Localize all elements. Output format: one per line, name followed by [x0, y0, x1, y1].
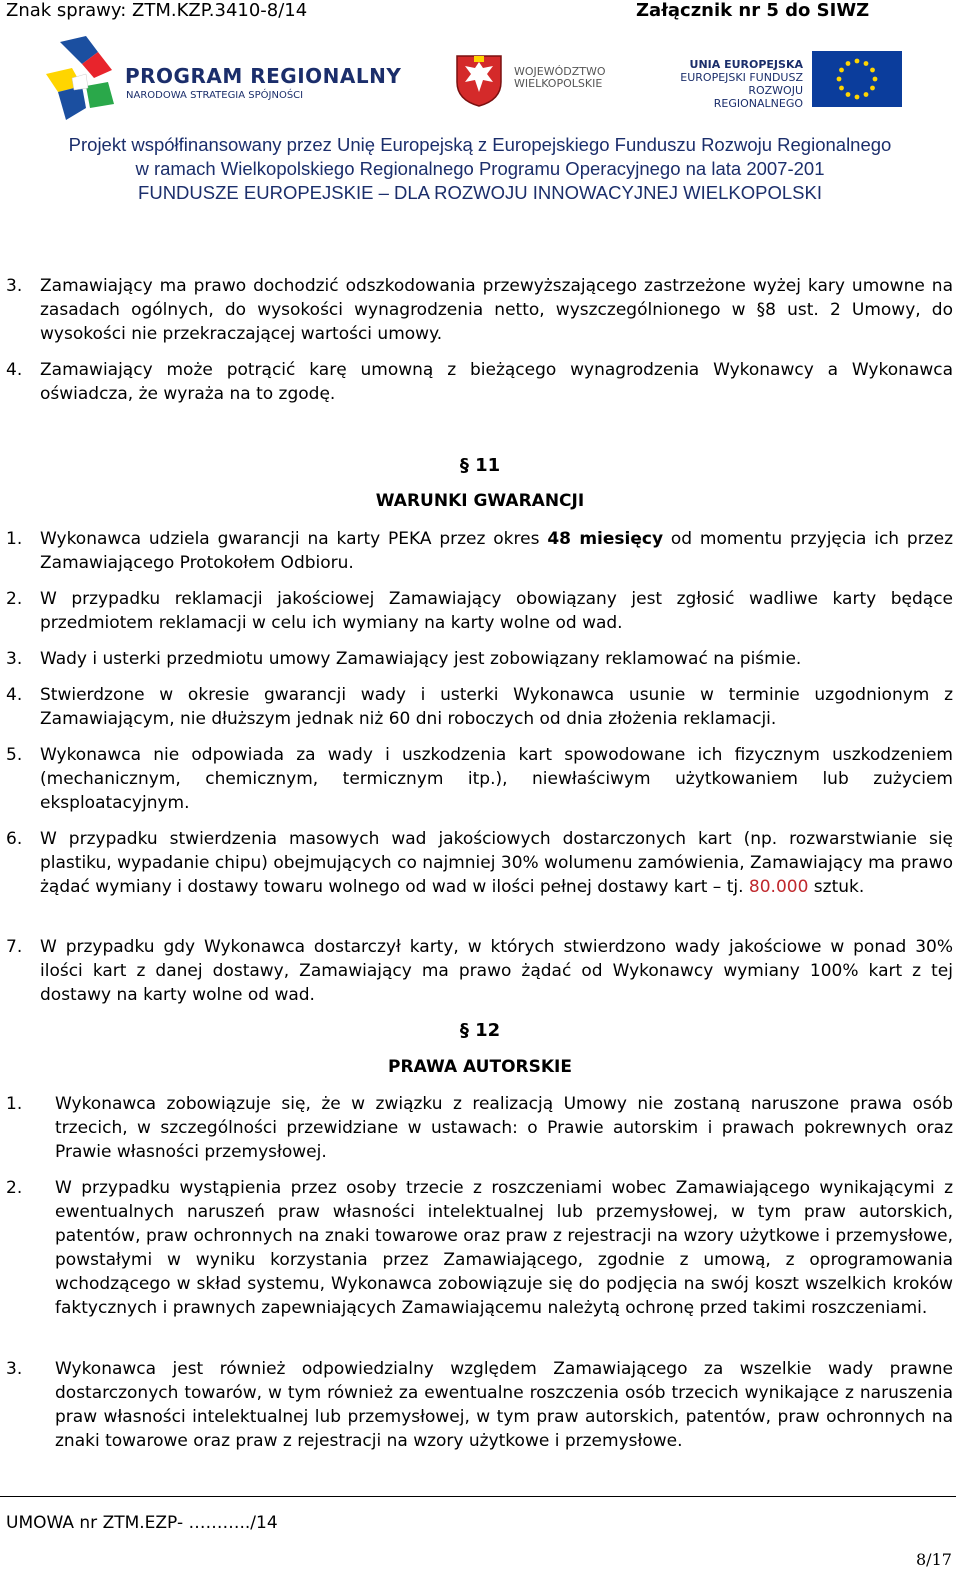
list-item-text: [40, 527, 953, 575]
list-item-text: Wady i usterki przedmiotu umowy Zamawiający jest zobowiązany reklamować na piśmie.: [40, 649, 802, 669]
list-item-number: 3.: [6, 1359, 23, 1379]
list-item-number: 4.: [6, 685, 23, 705]
list-item-text: Wykonawca zobowiązuje się, że w związku z realizacją Umowy nie zostaną naruszone prawa osób trzecich, w szczególności przewidziane w ustawach: o Prawie autorskim i prawach pokrewnych oraz Prawie własności przemysłowej.: [55, 1094, 953, 1162]
program-subtitle: NARODOWA STRATEGIA SPÓJNOŚCI: [126, 90, 304, 101]
list-item-text: W przypadku wystąpienia przez osoby trzecie z roszczeniami wobec Zamawiającego wynikającymi z ewentualnych naruszeń praw własności intelektualnej lub przemysłowej, w tym praw autorskich, patentów, praw ochronnych na znaki towarowe oraz praw z rejestracji na wzory użytkowe i przemysłowe, powstałymi w wyniku korzystania przez Zamawiającego, zgodnie z umową, z oprogramowania wchodzącego w skład systemu, Wykonawca zobowiązuje się do podjęcia na swój koszt wszelkich kroków faktycznych i prawnych zapewniających Zamawiającemu należytą ochronę przed takimi roszczeniami.: [55, 1178, 953, 1318]
list-item-number: 2.: [6, 589, 23, 609]
cofinancing-line3: FUNDUSZE EUROPEJSKIE – DLA ROZWOJU INNOWACYJNEJ WIELKOPOLSKI: [138, 182, 822, 203]
list-item-text: Wykonawca nie odpowiada za wady i uszkodzenia kart spowodowane ich fizycznym uszkodzeniem (mechanicznym, chemicznym, termicznym itp.), niewłaściwym użytkowaniem lub zużyciem eksploatacyjnym.: [40, 745, 953, 813]
cofinancing-line2: w ramach Wielkopolskiego Regionalnego Programu Operacyjnego na lata 2007-201: [135, 158, 825, 179]
item-text-part: od momentu przyjęcia ich przez Zamawiającego Protokołem Odbioru.: [40, 529, 953, 573]
section-title: PRAWA AUTORSKIE: [388, 1057, 572, 1077]
region-name: [514, 66, 606, 90]
region-line2: WIELKOPOLSKIE: [514, 77, 603, 90]
item-text-part: W przypadku stwierdzenia masowych wad jakościowych dostarczonych kart (np. rozwarstwianie się plastiku, wypadanie chipu) obejmujących co najmniej 30% wolumenu zamówienia, Zamawiający ma prawo żądać wymiany i dostawy towaru wolnego od wad w ilości pełnej dostawy kart – tj.: [40, 829, 953, 897]
item-text-part: Wykonawca udziela gwarancji na karty PEKA przez okres: [40, 529, 548, 549]
case-number: Znak sprawy: ZTM.KZP.3410-8/14: [6, 0, 308, 21]
page-number: 8/17: [916, 1550, 952, 1569]
list-item-text: Zamawiający może potrącić karę umowną z bieżącego wynagrodzenia Wykonawcy a Wykonawca oświadcza, że wyraża na to zgodę.: [40, 360, 953, 404]
eu-fund-text: [656, 58, 803, 110]
list-item-text: Wykonawca jest również odpowiedzialny względem Zamawiającego za wszelkie wady prawne dostarczonych towarów, w tym również za ewentualne roszczenia osób trzecich wynikające z naruszenia praw własności intelektualnej lub przemysłowej, w tym praw autorskich, patentów, praw ochronnych na znaki towarowe oraz praw z rejestracji na wzory użytkowe i przemysłowe.: [55, 1359, 953, 1451]
program-title: PROGRAM REGIONALNY: [125, 64, 402, 88]
section-number: § 11: [459, 455, 501, 476]
list-item-number: 7.: [6, 937, 23, 957]
eu-line2: EUROPEJSKI FUNDUSZ: [680, 71, 803, 84]
list-item-number: 1.: [6, 1094, 23, 1114]
section-number: § 12: [459, 1020, 501, 1041]
footer-divider: [0, 1496, 956, 1497]
list-item-text: [40, 827, 953, 899]
cofinancing-line1: Projekt współfinansowany przez Unię Europejską z Europejskiego Funduszu Rozwoju Regionalnego: [68, 134, 892, 155]
wielkopolska-crest-icon: [453, 52, 505, 108]
list-item-text: Zamawiający ma prawo dochodzić odszkodowania przewyższającego zastrzeżone wyżej kary umowne na zasadach ogólnych, do wysokości wynagrodzenia netto, wyszczególnionego w §8 ust. 2 Umowy, do wysokości nie przekraczającej wartości umowy.: [40, 276, 953, 344]
list-item-number: 5.: [6, 745, 23, 765]
list-item-number: 3.: [6, 276, 23, 296]
list-item-text: Stwierdzone w okresie gwarancji wady i usterki Wykonawca usunie w terminie uzgodnionym z Zamawiającym, nie dłuższym jednak niż 60 dni roboczych od dnia złożenia reklamacji.: [40, 685, 953, 729]
list-item-text: W przypadku gdy Wykonawca dostarczył karty, w których stwierdzono wady jakościowe w ponad 30% ilości kart z danej dostawy, Zamawiający ma prawo żądać od Wykonawcy wymiany 100% kart z tej dostawy na karty wolne od wad.: [40, 937, 953, 1005]
eu-line3: ROZWOJU REGIONALNEGO: [713, 84, 803, 110]
item-text-part: sztuk.: [808, 877, 865, 897]
quantity-highlight: 80.000: [748, 877, 809, 897]
list-item-number: 3.: [6, 649, 23, 669]
list-item-number: 4.: [6, 360, 23, 380]
eu-line1: UNIA EUROPEJSKA: [689, 58, 803, 71]
list-item-text: W przypadku reklamacji jakościowej Zamawiający obowiązany jest zgłosić wadliwe karty będące przedmiotem reklamacji w celu ich wymiany na karty wolne od wad.: [40, 589, 953, 633]
attachment-label: Załącznik nr 5 do SIWZ: [636, 0, 870, 21]
program-regional-star-logo: [42, 34, 122, 122]
document-header: [0, 0, 960, 22]
list-item-number: 6.: [6, 829, 23, 849]
cofinancing-statement: [0, 133, 960, 205]
list-item-number: 1.: [6, 529, 23, 549]
eu-flag-icon: [812, 51, 902, 107]
list-item-number: 2.: [6, 1178, 23, 1198]
region-line1: WOJEWÓDZTWO: [514, 65, 606, 78]
warranty-period: 48 miesięcy: [547, 529, 664, 549]
contract-number: UMOWA nr ZTM.EZP- ………../14: [6, 1513, 278, 1533]
section-title: WARUNKI GWARANCJI: [375, 491, 585, 511]
